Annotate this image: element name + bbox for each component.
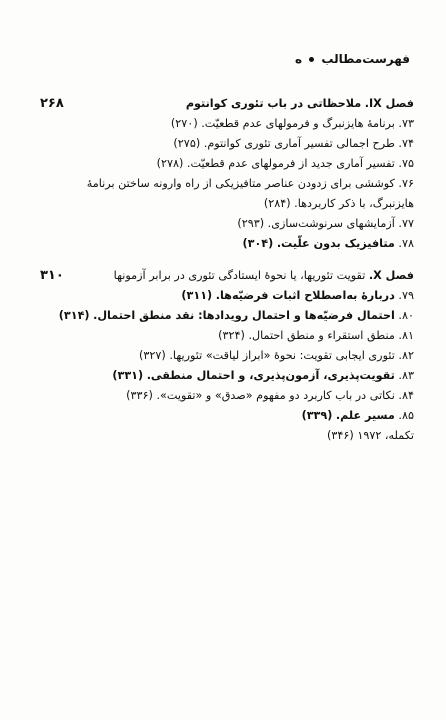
toc-entry [40, 286, 414, 306]
entry-number: ۸۰. [398, 309, 414, 322]
entry-title: آزمایشهای سرنوشت‌سازی. [267, 217, 395, 230]
running-header-title [295, 52, 410, 66]
chapter-label: فصل X. [368, 269, 414, 282]
chapter-name: ملاحظاتی در باب تئوری کوانتوم [185, 97, 362, 110]
toc-entry [40, 214, 414, 234]
entry-number: ۷۵. [398, 157, 414, 170]
toc-entry [40, 234, 414, 254]
chapter-heading [40, 266, 414, 286]
entry-title: تئوری ایجابی تقویت: نحوهٔ «ابراز لیاقت» تئوریها. [169, 349, 395, 362]
entry-title: مسیر علم. [335, 409, 395, 422]
entry-title: طرح اجمالی تفسیر آماری تئوری کوانتوم. [203, 137, 395, 150]
entry-number: ۷۳. [398, 117, 414, 130]
chapter-10 [40, 266, 414, 446]
toc-entry [40, 346, 414, 366]
entry-page: (۳۲۴) [218, 329, 245, 342]
chapter-page-number: ۳۱۰ [40, 268, 64, 283]
entry-page: (۲۹۳) [237, 217, 265, 230]
entry-number: ۷۶. [398, 177, 414, 190]
afterword-title: تکمله، ۱۹۷۲ [357, 429, 414, 442]
entry-title: کوششی برای زدودن عناصر متافیزیکی از راه وارونه ساختن برنامهٔ هایزنبرگ، با ذکر کاربردها. [86, 177, 414, 210]
entry-title: تفسیر آماری جدید از فرمولهای عدم قطعیّت. [186, 157, 395, 170]
entry-title: نکاتی در باب کاربرد دو مفهوم «صدق» و «تقویت». [156, 389, 395, 402]
entry-number: ۸۲. [398, 349, 414, 362]
entry-number: ۷۴. [398, 137, 414, 150]
entry-title: دربارهٔ به‌اصطلاح اثبات فرضیّه‌ها. [215, 289, 395, 302]
toc-entry [40, 154, 414, 174]
entry-page: (۳۰۴) [242, 237, 274, 250]
entry-number: ۸۳. [398, 369, 414, 382]
toc-entry [40, 326, 414, 346]
entry-title: برنامهٔ هایزنبرگ و فرمولهای عدم قطعیّت. [201, 117, 395, 130]
toc-entry [40, 386, 414, 406]
chapter-title [186, 94, 414, 114]
header-title-text: فهرست‌مطالب [321, 52, 410, 66]
entry-page: (۲۷۸) [156, 157, 184, 170]
chapter-page-number: ۲۶۸ [40, 96, 64, 111]
toc-entry [40, 406, 414, 426]
chapter-title [114, 266, 414, 286]
toc-entry [40, 306, 414, 326]
entry-page: (۳۳۱) [112, 369, 144, 382]
entry-title: تقویت‌پذیری، آزمون‌پذیری، و احتمال منطقی. [146, 369, 395, 382]
toc-entry [40, 366, 414, 386]
header-page-number: ه [294, 52, 303, 66]
entry-page: (۲۷۵) [173, 137, 201, 150]
afterword-page: (۳۴۶) [326, 429, 354, 442]
toc-entry [40, 114, 414, 134]
entry-page: (۳۳۶) [126, 389, 153, 402]
chapter-label: فصل IX. [364, 97, 414, 110]
entry-page: (۲۷۰) [170, 117, 198, 130]
bullet-icon [309, 57, 314, 62]
toc-afterword [40, 426, 414, 446]
entry-number: ۷۷. [398, 217, 414, 230]
entry-number: ۷۸. [398, 237, 414, 250]
entry-title: احتمال فرضیّه‌ها و احتمال رویدادها: نقد منطق احتمال. [93, 309, 395, 322]
chapter-heading [40, 94, 414, 114]
entry-title: متافیزیک بدون علّیت. [276, 237, 395, 250]
toc-entry [40, 174, 414, 214]
entry-title: منطق استقراء و منطق احتمال. [248, 329, 395, 342]
toc-entry [40, 134, 414, 154]
entry-page: (۳۳۹) [301, 409, 333, 422]
entry-page: (۳۱۱) [181, 289, 213, 302]
running-header [40, 52, 410, 72]
entry-page: (۲۸۴) [263, 197, 291, 210]
chapter-9 [40, 94, 414, 254]
entry-number: ۸۴. [398, 389, 414, 402]
entry-number: ۸۵. [398, 409, 414, 422]
entry-number: ۷۹. [398, 289, 414, 302]
entry-page: (۳۱۴) [58, 309, 90, 322]
chapter-name: تقویت تئوریها، یا نحوهٔ ایستادگی تئوری در برابر آزمونها [113, 269, 366, 282]
entry-page: (۳۲۷) [139, 349, 166, 362]
entry-number: ۸۱. [398, 329, 414, 342]
